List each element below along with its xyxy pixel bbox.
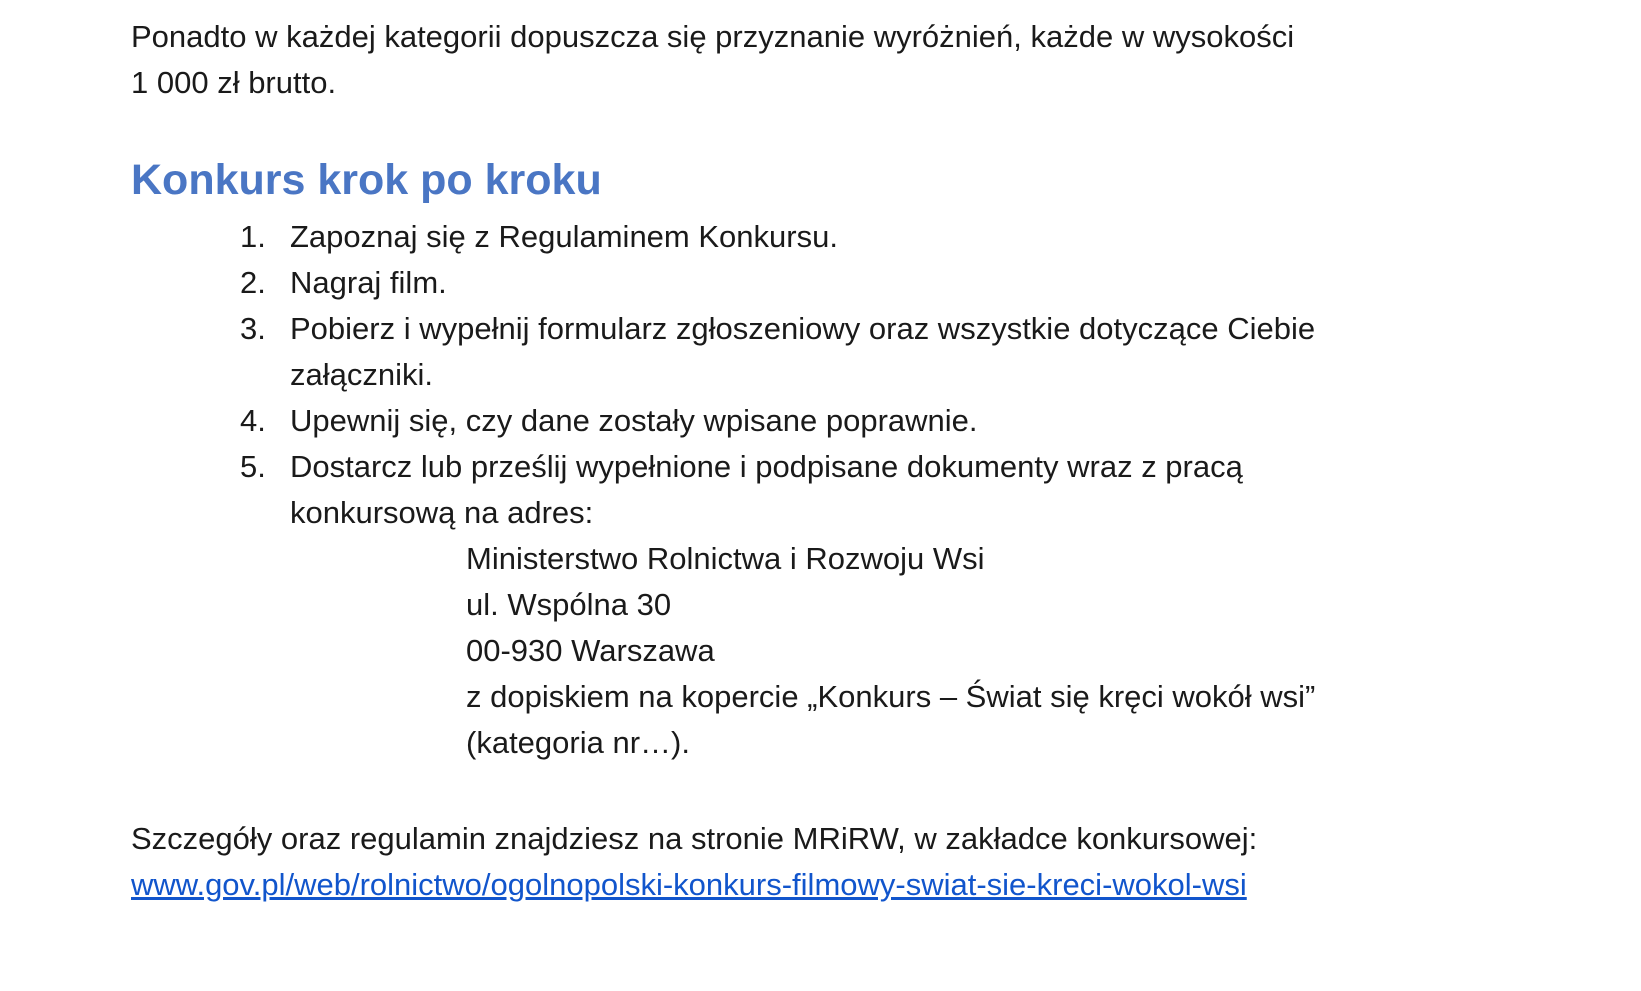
- postal-address: [290, 536, 1420, 766]
- step-number: 4.: [240, 403, 266, 438]
- step-text: Zapoznaj się z Regulaminem Konkursu.: [290, 219, 838, 254]
- address-line-5: (kategoria nr…).: [466, 725, 690, 760]
- contest-page-link[interactable]: www.gov.pl/web/rolnictwo/ogolnopolski-konkurs-filmowy-swiat-sie-kreci-wokol-wsi: [131, 867, 1247, 902]
- list-item-step-1: [0, 214, 1420, 260]
- step-number: 1.: [240, 219, 266, 254]
- address-line-1: Ministerstwo Rolnictwa i Rozwoju Wsi: [466, 541, 985, 576]
- step-text-line-2: załączniki.: [290, 357, 433, 392]
- step-number: 3.: [240, 311, 266, 346]
- address-line-4: z dopiskiem na kopercie „Konkurs – Świat się kręci wokół wsi”: [466, 679, 1316, 714]
- step-number: 5.: [240, 449, 266, 484]
- step-number: 2.: [240, 265, 266, 300]
- intro-line-2: 1 000 zł brutto.: [131, 65, 337, 100]
- step-text-line-2: konkursową na adres:: [290, 495, 594, 530]
- section-heading: Konkurs krok po kroku: [131, 156, 602, 204]
- address-line-2: ul. Wspólna 30: [466, 587, 672, 622]
- list-item-step-3: [0, 306, 1420, 398]
- steps-list: [0, 214, 1641, 766]
- details-text: Szczegóły oraz regulamin znajdziesz na stronie MRiRW, w zakładce konkursowej:: [131, 821, 1258, 856]
- address-line-3: 00-930 Warszawa: [466, 633, 715, 668]
- list-item-step-2: [0, 260, 1420, 306]
- intro-line-1: Ponadto w każdej kategorii dopuszcza się przyznanie wyróżnień, każde w wysokości: [131, 19, 1295, 54]
- details-paragraph: [131, 816, 1431, 908]
- step-text-line-1: Pobierz i wypełnij formularz zgłoszeniowy oraz wszystkie dotyczące Ciebie: [290, 311, 1316, 346]
- step-text: Nagraj film.: [290, 265, 447, 300]
- step-text: Upewnij się, czy dane zostały wpisane poprawnie.: [290, 403, 978, 438]
- intro-paragraph: [131, 14, 1431, 106]
- list-item-step-5: [0, 444, 1420, 766]
- list-item-step-4: [0, 398, 1420, 444]
- step-text-line-1: Dostarcz lub prześlij wypełnione i podpisane dokumenty wraz z pracą: [290, 449, 1243, 484]
